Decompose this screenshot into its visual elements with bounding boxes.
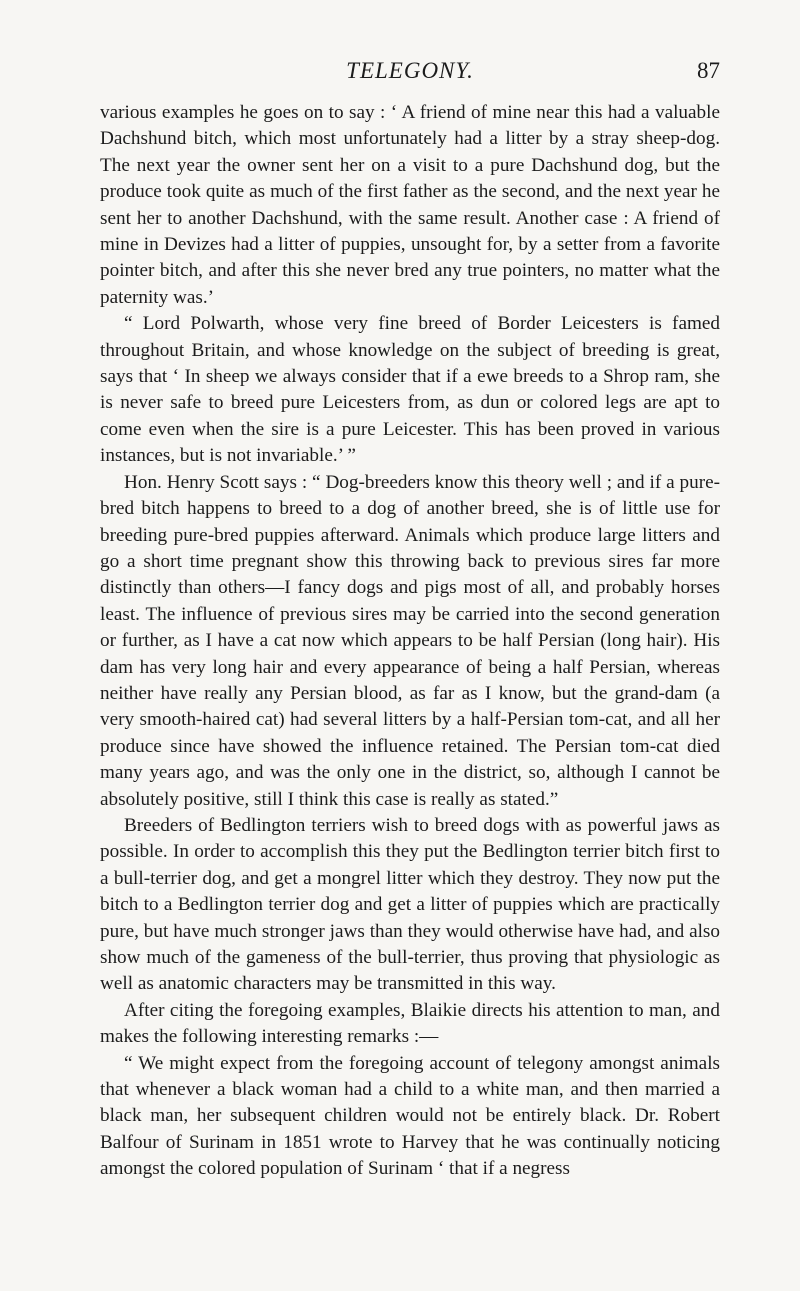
- paragraph: “ We might expect from the foregoing account of telegony amongst animals that whenever a black woman had a child to a white man, and then married a black man, her subsequent children would not be entirely black. Dr. Robert Balfour of Surinam in 1851 wrote to Harvey that he was continually noticing amongst the colored population of Surinam ‘ that if a negress: [100, 1052, 720, 1180]
- paragraph: After citing the foregoing examples, Blaikie directs his attention to man, and makes the following interesting remarks :—: [100, 999, 720, 1048]
- paragraph: Breeders of Bedlington terriers wish to breed dogs with as powerful jaws as possible. In order to accomplish this they put the Bedlington terrier bitch first to a bull-terrier dog, and get a mongrel litter which they destroy. They now put the bitch to a Bedlington terrier dog and get a litter of puppies which are practically pure, but have much stronger jaws than they would otherwise have had, and also show much of the gameness of the bull-terrier, thus proving that physiologic as well as anatomic characters may be transmitted in this way.: [100, 814, 720, 995]
- paragraph: Hon. Henry Scott says : “ Dog-breeders know this theory well ; and if a pure-bred bitch happens to breed to a dog of another breed, she is of little use for breeding pure-bred puppies afterward. Animals which produce large litters and go a short time pregnant show this throwing back to previous sires far more distinctly than others—I fancy dogs and pigs most of all, and probably horses least. The influence of previous sires may be carried into the second generation or further, as I have a cat now which appears to be half Persian (long hair). His dam has very long hair and every appearance of being a half Persian, whereas neither have really any Persian blood, as far as I know, but the grand-dam (a very smooth-haired cat) had several litters by a half-Persian tom-cat, and all her produce since have showed the influence retained. The Persian tom-cat died many years ago, and was the only one in the district, so, although I cannot be absolutely positive, still I think this case is really as stated.”: [100, 471, 720, 810]
- paragraph: various examples he goes on to say : ‘ A friend of mine near this had a valuable Dachshund bitch, which most unfortunately had a litter by a stray sheep-dog. The next year the owner sent her on a visit to a pure Dachshund dog, but the produce took quite as much of the first father as the second, and the next year he sent her to another Dachshund, with the same result. Another case : A friend of mine in Devizes had a litter of puppies, unsought for, by a setter from a favorite pointer bitch, and after this she never bred any true pointers, no matter what the paternity was.’: [100, 102, 720, 308]
- paragraph: “ Lord Polwarth, whose very fine breed of Border Leicesters is famed throughout Britain, and whose knowledge on the subject of breeding is great, says that ‘ In sheep we always consider that if a ewe breeds to a Shrop ram, she is never safe to breed pure Leicesters from, as dun or colored legs are apt to come even when the sire is a pure Leicester. This has been proved in various instances, but is not invariable.’ ”: [100, 313, 720, 467]
- body-text: [100, 100, 720, 1183]
- running-header: [100, 58, 720, 88]
- page-number: 87: [697, 58, 720, 83]
- running-title: TELEGONY.: [346, 58, 474, 83]
